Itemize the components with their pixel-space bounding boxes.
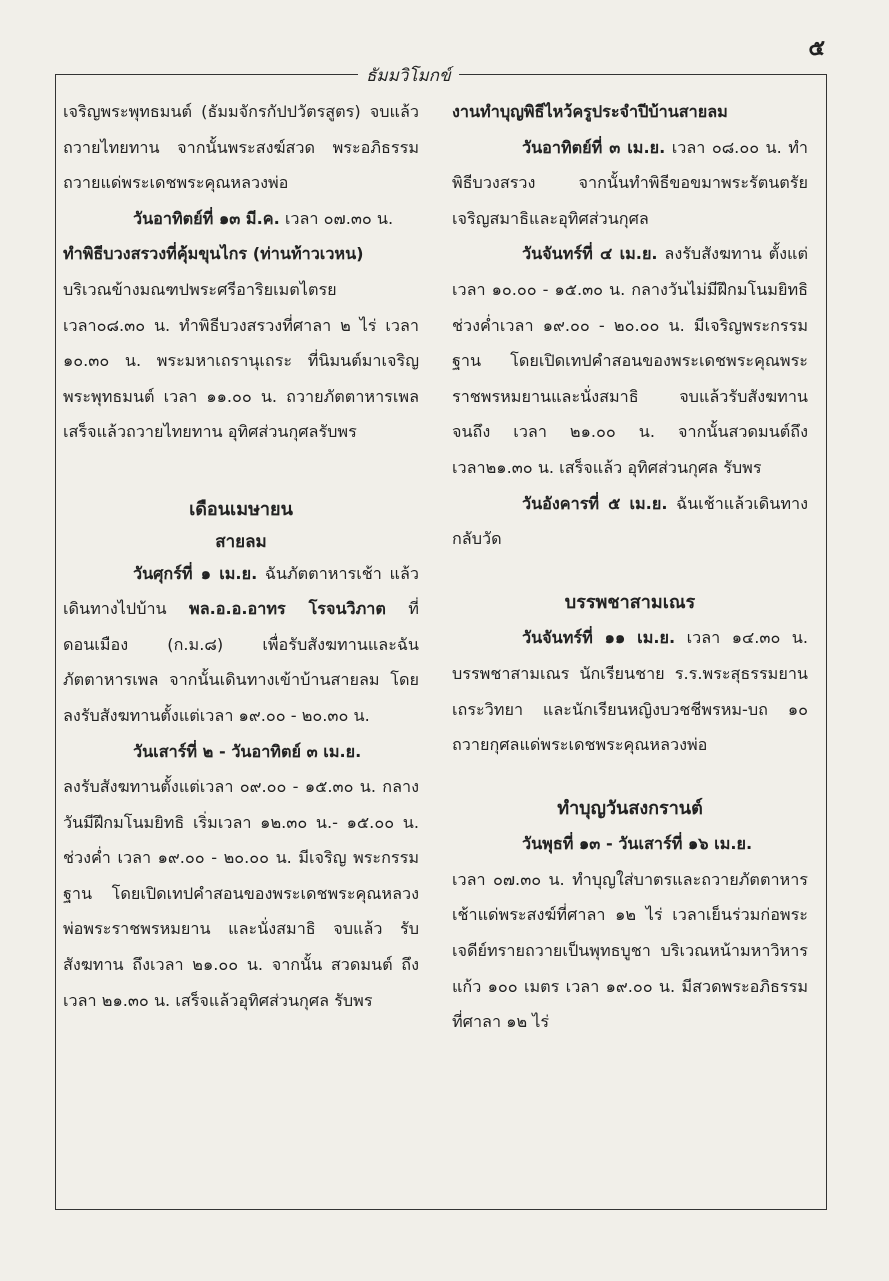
mar13-time: เวลา ๐๗.๓๐ น. bbox=[279, 208, 394, 228]
apr1-person: พล.อ.อ.อาทร โรจนวิภาต bbox=[189, 599, 386, 619]
wai-khru-heading: งานทำบุญพิธีไหว้ครูประจำปีบ้านสายลม bbox=[452, 102, 728, 121]
apr2-body: ลงรับสังฆทานตั้งแต่เวลา ๐๙.๐๐ - ๑๕.๓๐ น. กลางวันมีฝึกมโนมยิทธิ เริ่มเวลา ๑๒.๓๐ น.- ๑๕.๐๐ น. ช่วงค่ำ เวลา ๑๙.๐๐ - ๒๐.๐๐ น. มีเจริญ พระกรรมฐาน โดยเปิดเทปคำสอนของพระเดชพระคุณหลวงพ่อพระราชพรหมยาน และนั่งสมาธิ จบแล้ว รับสังฆทาน ถึงเวลา ๒๑.๐๐ น. จากนั้น สวดมนต์ ถึงเวลา ๒๑.๓๐ น. เสร็จแล้วอุทิศส่วนกุศล รับพร bbox=[63, 777, 419, 1010]
right-column bbox=[452, 94, 808, 1040]
apr11-entry bbox=[452, 620, 808, 762]
mar13-date: วันอาทิตย์ที่ ๑๓ มี.ค. bbox=[133, 208, 280, 228]
apr5-body: ฉันเช้าแล้วเดินทางกลับวัด bbox=[452, 493, 808, 549]
header-title: ธัมมวิโมกข์ bbox=[358, 62, 459, 89]
apr4-entry bbox=[452, 236, 808, 485]
songkran-heading: ทำบุญวันสงกรานต์ bbox=[557, 797, 703, 819]
month-heading: เดือนเมษายน bbox=[189, 498, 293, 520]
apr3-entry bbox=[452, 130, 808, 237]
apr1-date: วันศุกร์ที่ ๑ เม.ย. bbox=[133, 563, 258, 583]
apr4-date: วันจันทร์ที่ ๔ เม.ย. bbox=[522, 244, 658, 264]
apr1-body-b: ที่ดอนเมือง (ก.ม.๘) เพื่อรับสังฆทานและฉันภัตตาหารเพล จากนั้นเดินทางเข้าบ้านสายลม โดยลงรับสังฆทานตั้งแต่เวลา ๑๙.๐๐ - ๒๐.๓๐ น. bbox=[63, 599, 419, 725]
apr5-date: วันอังคารที่ ๕ เม.ย. bbox=[522, 493, 668, 513]
mar13-body: บริเวณข้างมณฑปพระศรีอาริยเมตไตรย เวลา๐๘.๓๐ น. ทำพิธีบวงสรวงที่ศาลา ๒ ไร่ เวลา ๑๐.๓๐ น. พระมหาเถรานุเถระ ที่นิมนต์มาเจริญพระพุทธมนต์ เวลา ๑๑.๐๐ น. ถวายภัตตาหารเพล เสร็จแล้วถวายไทยทาน อุทิศส่วนกุศลรับพร bbox=[63, 279, 419, 442]
apr5-entry bbox=[452, 486, 808, 557]
ordination-heading: บรรพชาสามเณร bbox=[564, 591, 696, 613]
page-number: ๕ bbox=[808, 36, 825, 61]
apr11-body: เวลา ๑๔.๓๐ น. บรรพชาสามเณร นักเรียนชาย ร.ร.พระสุธรรมยานเถระวิทยา และนักเรียนหญิงบวชชีพรหม-บถ ๑๐ ถวายกุศลแด่พระเดชพระคุณหลวงพ่อ bbox=[452, 628, 808, 755]
apr1-body-a: ฉันภัตตาหารเช้า แล้วเดินทางไปบ้าน bbox=[63, 563, 419, 619]
apr11-date: วันจันทร์ที่ ๑๑ เม.ย. bbox=[522, 628, 676, 648]
apr3-body: เวลา ๐๘.๐๐ น. ทำพิธีบวงสรวง จากนั้นทำพิธีขอขมาพระรัตนตรัย เจริญสมาธิและอุทิศส่วนกุศล bbox=[452, 137, 808, 228]
apr2-date: วันเสาร์ที่ ๒ - วันอาทิตย์ ๓ เม.ย. bbox=[133, 741, 362, 761]
apr1-entry bbox=[63, 556, 419, 734]
apr4-body: ลงรับสังฆทาน ตั้งแต่เวลา ๑๐.๐๐ - ๑๕.๓๐ น. กลางวันไม่มีฝึกมโนมยิทธิ ช่วงค่ำเวลา ๑๙.๐๐ - ๒๐.๐๐ น. มีเจริญพระกรรมฐาน โดยเปิดเทปคำสอนของพระเดชพระคุณพระราชพรหมยานและนั่งสมาธิ จบแล้วรับสังฆทานจนถึง เวลา ๒๑.๐๐ น. จากนั้นสวดมนต์ถึงเวลา๒๑.๓๐ น. เสร็จแล้ว อุทิศส่วนกุศล รับพร bbox=[452, 244, 808, 477]
left-column bbox=[63, 94, 419, 1018]
mar13-title: ทำพิธีบวงสรวงที่คุ้มขุนไกร (ท่านท้าวเวหน) bbox=[63, 244, 364, 264]
apr13-date: วันพุธที่ ๑๓ - วันเสาร์ที่ ๑๖ เม.ย. bbox=[522, 834, 753, 854]
apr13-body: เวลา ๐๗.๓๐ น. ทำบุญใส่บาตรและถวายภัตตาหารเช้าแด่พระสงฆ์ที่ศาลา ๑๒ ไร่ เวลาเย็นร่วมก่อพระเจดีย์ทรายถวายเป็นพุทธบูชา บริเวณหน้ามหาวิหารแก้ว ๑๐๐ เมตร เวลา ๑๙.๐๐ น. มีสวดพระอภิธรรมที่ศาลา ๑๒ ไร่ bbox=[452, 869, 808, 1032]
apr3-date: วันอาทิตย์ที่ ๓ เม.ย. bbox=[522, 137, 666, 157]
place-heading: สายลม bbox=[215, 531, 267, 552]
mar13-entry bbox=[63, 201, 419, 237]
intro-paragraph: เจริญพระพุทธมนต์ (ธัมมจักรกัปปวัตรสูตร) จบแล้ว ถวายไทยทาน จากนั้นพระสงฆ์สวด พระอภิธรรมถวายแด่พระเดชพระคุณหลวงพ่อ bbox=[63, 102, 419, 193]
